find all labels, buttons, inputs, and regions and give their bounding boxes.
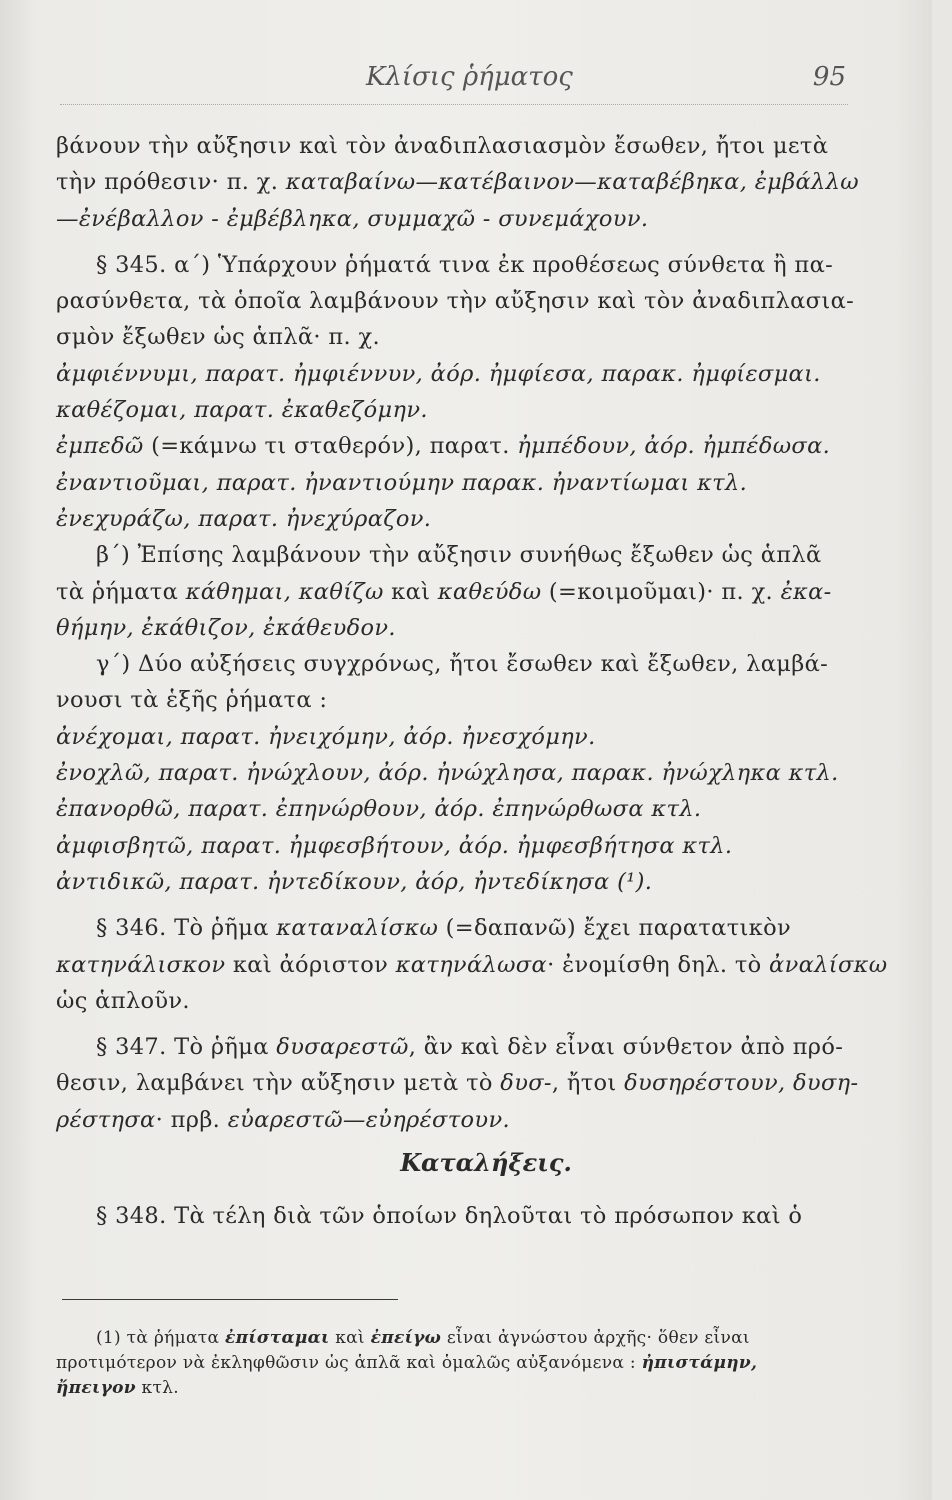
text-line bbox=[56, 1102, 846, 1138]
italic-example: δυσαρεστῶ bbox=[276, 1034, 409, 1061]
italic-example: κατηνάλωσα bbox=[395, 951, 548, 978]
line-text: § 345. α´) Ὑπάρχουν ῥήματά τινα ἐκ προθέσεως σύνθετα ἢ πα- bbox=[96, 251, 834, 278]
text-line bbox=[56, 682, 846, 718]
example-line bbox=[56, 428, 846, 464]
italic-example: ἐνεχυράζω, παρατ. ἠνεχύραζον. bbox=[56, 505, 432, 532]
italic-example: δυσ- bbox=[500, 1070, 552, 1097]
footnote-emphasis: ἠπιστάμην, bbox=[641, 1353, 758, 1373]
footnote-line bbox=[56, 1351, 846, 1376]
footnote-emphasis: ἐπίσταμαι bbox=[224, 1328, 330, 1348]
paragraph-b-start bbox=[56, 537, 846, 573]
italic-example: ρέστησα bbox=[56, 1106, 156, 1133]
text-line bbox=[56, 164, 859, 200]
paragraph-345-start bbox=[56, 247, 846, 283]
line-text: ρασύνθετα, τὰ ὁποῖα λαμβάνουν τὴν αὔξησιν καὶ τὸν ἀναδιπλασια- bbox=[56, 288, 855, 315]
line-text: § 346. Τὸ ῥῆμα bbox=[96, 915, 277, 942]
line-text: γ´) Δύο αὐξήσεις συγχρόνως, ἤτοι ἔσωθεν καὶ ἔξωθεν, λαμβά- bbox=[96, 651, 829, 678]
line-text: θεσιν, λαμβάνει τὴν αὔξησιν μετὰ τὸ bbox=[56, 1070, 501, 1097]
text-line bbox=[56, 574, 846, 610]
page-number: 95 bbox=[812, 62, 846, 92]
italic-example: δυσηρέστουν, δυση- bbox=[624, 1070, 859, 1097]
section-heading: Καταλήξεις. bbox=[400, 1148, 572, 1177]
italic-example: καθεύδω bbox=[437, 578, 542, 605]
line-text: (=κοιμοῦμαι)· π. χ. bbox=[541, 578, 781, 605]
line-text: (=δαπανῶ) ἔχει παρατατικὸν bbox=[438, 915, 792, 942]
line-text: σμὸν ἔξωθεν ὡς ἁπλᾶ· π. χ. bbox=[56, 324, 381, 351]
footnote-emphasis: ἤπειγον bbox=[56, 1378, 136, 1398]
italic-example: —ἐνέβαλλον - ἐμβέβληκα, συμμαχῶ - συνεμάχουν. bbox=[56, 205, 649, 232]
example-line bbox=[56, 356, 846, 392]
footnote-text: κτλ. bbox=[135, 1378, 179, 1398]
example-line bbox=[56, 864, 846, 900]
italic-example: ἐπανορθῶ, παρατ. ἐπηνώρθουν, ἀόρ. ἐπηνώρθωσα κτλ. bbox=[56, 796, 702, 823]
footnote bbox=[56, 1326, 846, 1401]
footnote-text: καὶ bbox=[329, 1328, 371, 1348]
paragraph-346-start bbox=[56, 910, 846, 946]
italic-example: ἀμφισβητῶ, παρατ. ἠμφεσβήτουν, ἀόρ. ἠμφεσβήτησα κτλ. bbox=[56, 832, 733, 859]
italic-example: ἠμπέδουν, ἀόρ. ἠμπέδωσα. bbox=[517, 433, 831, 460]
example-line bbox=[56, 719, 846, 755]
italic-example: καταβαίνω—κατέβαινον—καταβέβηκα, ἐμβάλλω bbox=[285, 169, 859, 196]
footnote-rule bbox=[62, 1299, 398, 1300]
text-line bbox=[56, 319, 846, 355]
body-text bbox=[56, 128, 888, 1138]
text-line bbox=[56, 1065, 859, 1101]
example-line bbox=[56, 392, 846, 428]
text-line bbox=[56, 283, 855, 319]
example-line bbox=[56, 755, 846, 791]
italic-example: καθέζομαι, παρατ. ἐκαθεζόμην. bbox=[56, 397, 428, 424]
italic-example: κάθημαι, καθίζω bbox=[185, 578, 384, 605]
line-text: τὰ ῥήματα bbox=[56, 578, 186, 605]
running-title: Κλίσις ῥήματος bbox=[366, 62, 573, 92]
example-line bbox=[56, 465, 846, 501]
line-text: , ἂν καὶ δὲν εἶναι σύνθετον ἀπὸ πρό- bbox=[408, 1034, 844, 1061]
footnote-text: εἶναι ἀγνώστου ἀρχῆς· ὅθεν εἶναι bbox=[441, 1328, 750, 1348]
text-line bbox=[56, 947, 888, 983]
text-line bbox=[56, 201, 846, 237]
example-line bbox=[56, 501, 846, 537]
text-line bbox=[56, 128, 846, 164]
paragraph-347-start bbox=[56, 1029, 846, 1065]
footnote-text: (1) τὰ ῥήματα bbox=[96, 1328, 225, 1348]
footnote-line bbox=[56, 1376, 846, 1401]
footnote-text: προτιμότερον νὰ ἐκληφθῶσιν ὡς ἁπλᾶ καὶ ὁμαλῶς αὐξανόμενα : bbox=[56, 1353, 642, 1373]
italic-example: καταναλίσκω bbox=[276, 915, 439, 942]
line-text: β´) Ἐπίσης λαμβάνουν τὴν αὔξησιν συνήθως ἔξωθεν ὡς ἁπλᾶ bbox=[96, 542, 822, 569]
italic-example: ἀναλίσκω bbox=[769, 951, 888, 978]
text-line bbox=[56, 983, 846, 1019]
paragraph-348-start: § 348. Τὰ τέλη διὰ τῶν ὁποίων δηλοῦται τὸ πρόσωπον καὶ ὁ bbox=[96, 1203, 803, 1229]
line-text: τὴν πρόθεσιν· π. χ. bbox=[56, 169, 286, 196]
italic-example: ἀμφιέννυμι, παρατ. ἠμφιέννυν, ἀόρ. ἠμφίεσα, παρακ. ἠμφίεσμαι. bbox=[56, 360, 821, 387]
example-line bbox=[56, 791, 846, 827]
italic-example: ἀντιδικῶ, παρατ. ἠντεδίκουν, ἀόρ, ἠντεδίκησα (¹). bbox=[56, 868, 653, 895]
page-header bbox=[0, 62, 932, 102]
line-text: (=κάμνω τι σταθερόν), παρατ. bbox=[143, 433, 518, 460]
line-text: καὶ ἀόριστον bbox=[225, 951, 396, 978]
italic-example: ἐναντιοῦμαι, παρατ. ἠναντιούμην παρακ. ἠναντίωμαι κτλ. bbox=[56, 469, 748, 496]
line-text: · ἐνομίσθη δηλ. τὸ bbox=[547, 951, 770, 978]
example-line bbox=[56, 828, 846, 864]
line-text: βάνουν τὴν αὔξησιν καὶ τὸν ἀναδιπλασιασμὸν ἔσωθεν, ἤτοι μετὰ bbox=[56, 133, 829, 159]
footnote-line bbox=[56, 1326, 846, 1351]
header-rule bbox=[60, 104, 848, 105]
line-text: νουσι τὰ ἑξῆς ῥήματα : bbox=[56, 687, 328, 714]
italic-example: κατηνάλισκον bbox=[56, 951, 226, 978]
line-text: ὡς ἁπλοῦν. bbox=[56, 987, 190, 1014]
line-text: § 347. Τὸ ῥῆμα bbox=[96, 1034, 277, 1061]
italic-example: ἀνέχομαι, παρατ. ἠνειχόμην, ἀόρ. ἠνεσχόμην. bbox=[56, 723, 596, 750]
italic-example: ἐμπεδῶ bbox=[56, 433, 144, 460]
italic-example: ἐνοχλῶ, παρατ. ἠνώχλουν, ἀόρ. ἠνώχλησα, παρακ. ἠνώχληκα κτλ. bbox=[56, 760, 839, 787]
italic-example: ἐκα- bbox=[780, 578, 832, 605]
line-text: · πρβ. bbox=[155, 1106, 228, 1133]
footnote-emphasis: ἐπείγω bbox=[370, 1328, 442, 1348]
line-text: , ἤτοι bbox=[551, 1070, 625, 1097]
paragraph-c-start bbox=[56, 646, 846, 682]
line-text: καὶ bbox=[383, 578, 438, 605]
italic-example: εὐαρεστῶ—εὐηρέστουν. bbox=[227, 1106, 510, 1133]
example-line bbox=[56, 610, 846, 646]
italic-example: θήμην, ἐκάθιζον, ἐκάθευδον. bbox=[56, 614, 396, 641]
